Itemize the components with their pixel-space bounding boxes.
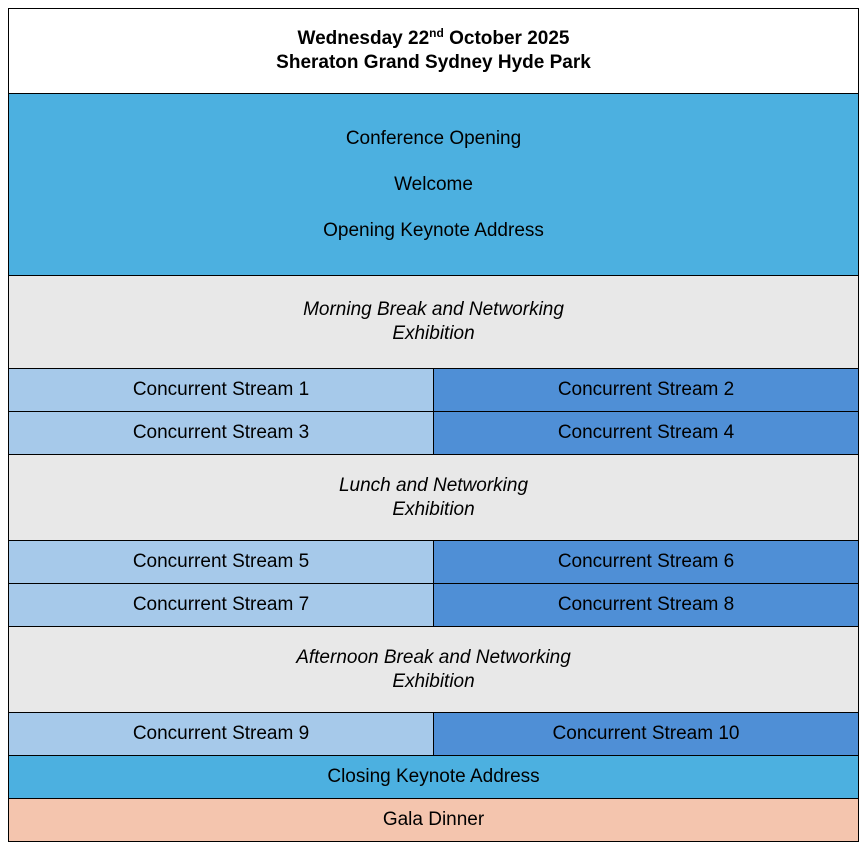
- morning-break-row: [9, 276, 859, 369]
- stream-cell: Concurrent Stream 5: [9, 541, 434, 584]
- stream-cell: Concurrent Stream 6: [434, 541, 859, 584]
- afternoon-break-cell: [9, 627, 859, 713]
- opening-keynote-label: Opening Keynote Address: [323, 219, 544, 241]
- stream-cell: Concurrent Stream 9: [9, 713, 434, 756]
- stream-cell: Concurrent Stream 7: [9, 584, 434, 627]
- lunch-break-sub: Exhibition: [392, 498, 475, 520]
- opening-row: [9, 94, 859, 276]
- gala-dinner-cell: Gala Dinner: [9, 799, 859, 842]
- stream-row: [9, 541, 859, 584]
- stream-row: [9, 369, 859, 412]
- stream-row: [9, 412, 859, 455]
- closing-keynote-cell: Closing Keynote Address: [9, 756, 859, 799]
- stream-row: [9, 584, 859, 627]
- lunch-break-title: Lunch and Networking: [338, 474, 529, 496]
- closing-row: [9, 756, 859, 799]
- stream-cell: Concurrent Stream 10: [434, 713, 859, 756]
- header-row: [9, 9, 859, 94]
- morning-break-sub: Exhibition: [392, 323, 475, 344]
- lunch-break-row: [9, 455, 859, 541]
- stream-cell: Concurrent Stream 2: [434, 369, 859, 412]
- afternoon-break-sub: Exhibition: [392, 670, 475, 692]
- agenda-table: [8, 8, 859, 842]
- afternoon-break-row: [9, 627, 859, 713]
- morning-break-title: Morning Break and Networking: [303, 299, 564, 320]
- stream-cell: Concurrent Stream 1: [9, 369, 434, 412]
- gala-row: [9, 799, 859, 842]
- stream-row: [9, 713, 859, 756]
- opening-cell: [9, 94, 859, 276]
- conference-opening-label: Conference Opening: [345, 127, 522, 149]
- afternoon-break-title: Afternoon Break and Networking: [296, 646, 571, 668]
- event-venue: Sheraton Grand Sydney Hyde Park: [276, 52, 591, 73]
- welcome-label: Welcome: [394, 173, 473, 195]
- event-date: Wednesday 22nd October 2025: [297, 26, 570, 49]
- stream-cell: Concurrent Stream 8: [434, 584, 859, 627]
- header-cell: [9, 9, 859, 94]
- stream-cell: Concurrent Stream 4: [434, 412, 859, 455]
- morning-break-cell: [9, 276, 859, 369]
- lunch-break-cell: [9, 455, 859, 541]
- stream-cell: Concurrent Stream 3: [9, 412, 434, 455]
